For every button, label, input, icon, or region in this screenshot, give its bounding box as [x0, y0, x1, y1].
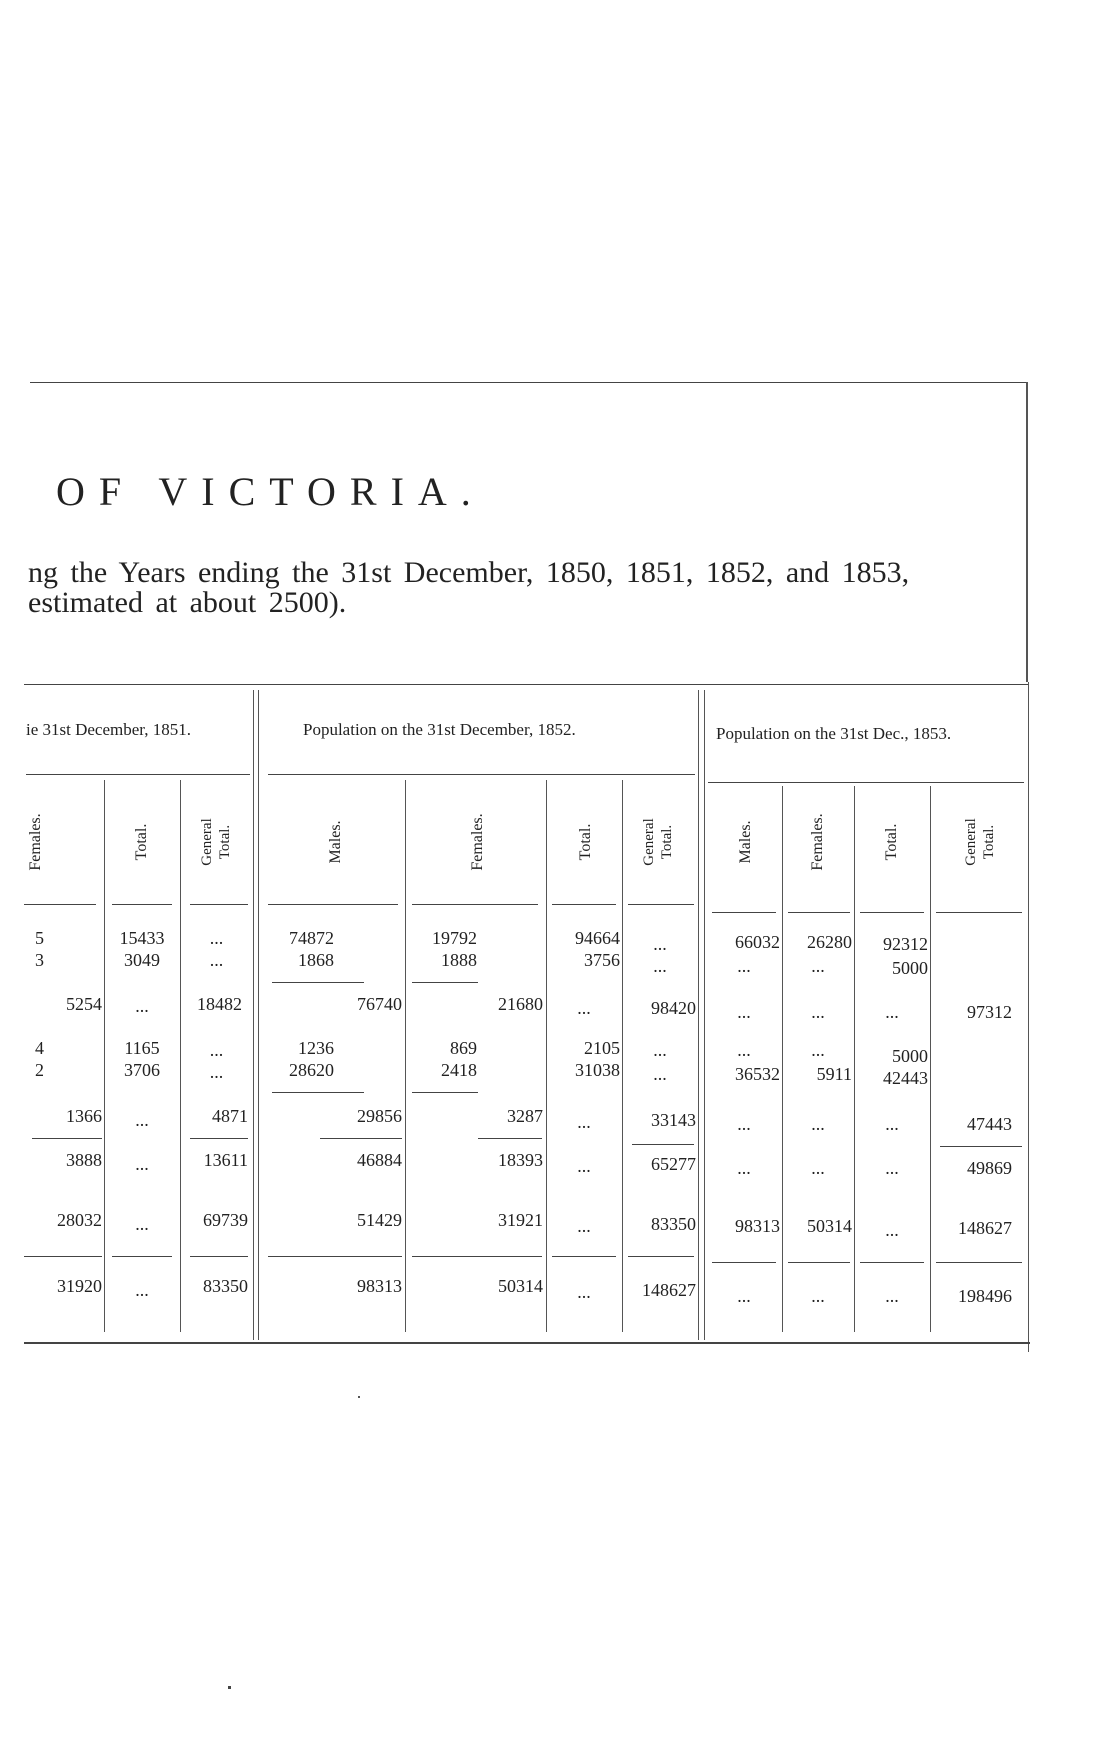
table-cell: 76740 — [357, 994, 402, 1014]
table-cell: 13611 — [203, 1150, 248, 1170]
table-cell: 69739 — [203, 1210, 248, 1230]
header-rule — [190, 904, 248, 905]
table-cell: 31920 — [57, 1276, 102, 1296]
group-header-1851: ie 31st December, 1851. — [26, 720, 192, 739]
table-cell: 31921 — [498, 1210, 543, 1230]
sum-rule — [272, 1092, 364, 1093]
table-cell: 18393 — [498, 1150, 543, 1170]
header-total-1853: Total. — [883, 823, 900, 861]
table-cell: 1888 — [441, 950, 477, 970]
table-cell: ... — [135, 1280, 149, 1300]
sum-rule — [412, 982, 478, 983]
header-rule — [412, 904, 538, 905]
print-speck — [358, 1396, 360, 1398]
table-cell: 1366 — [66, 1106, 102, 1126]
table-cell: ... — [737, 1040, 751, 1060]
header-rule — [24, 904, 96, 905]
col-line — [930, 786, 931, 1332]
table-cell: 3888 — [66, 1150, 102, 1170]
table-cell: ... — [885, 1220, 899, 1240]
group-rule-1852 — [268, 774, 695, 775]
table-cell: 74872 — [289, 928, 334, 948]
group-divider — [698, 690, 699, 1340]
header-general-total-1852 — [640, 818, 676, 865]
right-border-upper — [1026, 382, 1028, 682]
table-bottom-rule — [24, 1342, 1030, 1344]
table-cell: 5254 — [66, 994, 102, 1014]
table-cell: 4871 — [212, 1106, 248, 1126]
table-cell: 26280 — [807, 932, 852, 952]
header-rule — [712, 912, 776, 913]
subtitle-line-1: ng the Years ending the 31st December, 1850, 1851, 1852, and 1853, — [28, 556, 910, 589]
sum-rule — [190, 1138, 248, 1139]
header-general-word: General — [641, 818, 657, 866]
sum-rule — [32, 1138, 102, 1139]
header-rule — [552, 904, 616, 905]
table-cell: 3756 — [584, 950, 620, 970]
table-cell: ... — [811, 1286, 825, 1306]
table-cell: 98420 — [651, 998, 696, 1018]
group-header-1852: Population on the 31st December, 1852. — [303, 720, 576, 739]
total-rule — [860, 1262, 924, 1263]
table-cell: 148627 — [958, 1218, 1012, 1238]
table-cell: 198496 — [958, 1286, 1012, 1306]
sum-rule — [272, 982, 364, 983]
header-males-1852: Males. — [327, 820, 344, 864]
total-rule — [190, 1256, 248, 1257]
table-cell: 94664 — [575, 928, 620, 948]
table-cell: 3287 — [507, 1106, 543, 1126]
table-cell: 50314 — [807, 1216, 852, 1236]
header-females-1851: Females. — [27, 813, 44, 871]
sum-rule — [940, 1146, 1022, 1147]
table-cell: ... — [209, 1040, 224, 1060]
table-cell: 1165 — [124, 1038, 160, 1058]
table-cell: 4 — [35, 1038, 44, 1058]
header-general-word: General — [199, 818, 215, 866]
table-cell: ... — [811, 1002, 825, 1022]
table-cell: 5000 — [892, 958, 928, 978]
table-cell: 5000 — [892, 1046, 928, 1066]
table-cell: 148627 — [642, 1280, 696, 1300]
group-divider — [258, 690, 259, 1340]
table-cell: 3706 — [124, 1060, 160, 1080]
table-cell: ... — [811, 1114, 825, 1134]
total-rule — [788, 1262, 850, 1263]
header-females-1853: Females. — [809, 813, 826, 871]
table-cell: ... — [737, 956, 751, 976]
table-cell: ... — [209, 1062, 224, 1082]
table-cell: 3 — [35, 950, 44, 970]
table-cell: 28620 — [289, 1060, 334, 1080]
table-cell: ... — [653, 1040, 667, 1060]
table-cell: ... — [135, 1214, 149, 1234]
table-cell: ... — [653, 956, 667, 976]
table-cell: ... — [577, 1282, 591, 1302]
table-cell: 36532 — [735, 1064, 780, 1084]
table-cell: 92312 — [883, 934, 928, 954]
table-cell: 42443 — [883, 1068, 928, 1088]
table-cell: 97312 — [967, 1002, 1012, 1022]
table-cell: 50314 — [498, 1276, 543, 1296]
total-rule — [24, 1256, 102, 1257]
group-rule-1853 — [708, 782, 1024, 783]
table-cell: 15433 — [119, 928, 165, 948]
table-cell: 33143 — [651, 1110, 696, 1130]
table-cell: ... — [653, 934, 667, 954]
header-males-1853: Males. — [737, 820, 754, 864]
table-cell: 2 — [35, 1060, 44, 1080]
table-cell: 2418 — [441, 1060, 477, 1080]
table-cell: 21680 — [498, 994, 543, 1014]
table-cell: 1236 — [298, 1038, 334, 1058]
total-rule — [412, 1256, 542, 1257]
table-cell: 46884 — [357, 1150, 402, 1170]
table-cell: 66032 — [735, 932, 780, 952]
table-cell: 18482 — [197, 994, 242, 1014]
table-cell: ... — [209, 928, 224, 948]
header-total-1852: Total. — [577, 823, 594, 861]
subtitle-line-2: estimated at about 2500). — [28, 586, 347, 619]
header-general-total-1851 — [198, 818, 234, 865]
sum-rule — [478, 1138, 542, 1139]
sum-rule — [412, 1092, 478, 1093]
table-cell: 5 — [35, 928, 44, 948]
table-cell: ... — [209, 950, 224, 970]
table-cell: ... — [737, 1286, 751, 1306]
table-cell: 29856 — [357, 1106, 402, 1126]
total-rule — [628, 1256, 694, 1257]
table-cell: 98313 — [735, 1216, 780, 1236]
table-cell: ... — [737, 1002, 751, 1022]
total-rule — [268, 1256, 402, 1257]
header-rule — [788, 912, 850, 913]
table-cell: ... — [577, 1156, 591, 1176]
table-cell: 3049 — [124, 950, 160, 970]
header-total-word: Total. — [217, 824, 233, 860]
table-cell: 51429 — [357, 1210, 402, 1230]
group-divider — [704, 690, 705, 1340]
table-cell: ... — [577, 1216, 591, 1236]
table-cell: ... — [737, 1158, 751, 1178]
table-cell: 31038 — [575, 1060, 620, 1080]
top-border — [30, 382, 1027, 383]
header-rule — [860, 912, 924, 913]
page-title: OF VICTORIA. — [56, 469, 485, 514]
table-cell: ... — [135, 1154, 149, 1174]
sum-rule — [320, 1138, 402, 1139]
table-cell: ... — [885, 1158, 899, 1178]
table-cell: ... — [577, 998, 591, 1018]
group-header-1853: Population on the 31st Dec., 1853. — [716, 724, 952, 743]
table-cell: 49869 — [967, 1158, 1012, 1178]
header-total-1851: Total. — [133, 823, 150, 861]
table-cell: 65277 — [651, 1154, 696, 1174]
header-rule — [628, 904, 694, 905]
table-cell: 83350 — [203, 1276, 248, 1296]
total-rule — [112, 1256, 172, 1257]
table-cell: 98313 — [357, 1276, 402, 1296]
header-total-word: Total. — [659, 824, 675, 860]
group-rule-1851 — [26, 774, 250, 775]
total-rule — [936, 1262, 1022, 1263]
table-cell: ... — [135, 996, 149, 1016]
header-rule — [268, 904, 398, 905]
table-cell: ... — [885, 1286, 899, 1306]
table-cell: ... — [811, 956, 825, 976]
print-speck — [228, 1686, 231, 1689]
table-cell: ... — [885, 1002, 899, 1022]
table-cell: ... — [885, 1114, 899, 1134]
header-general-total-1853 — [962, 818, 998, 865]
header-general-word: General — [963, 818, 979, 866]
total-rule — [712, 1262, 776, 1263]
total-rule — [552, 1256, 616, 1257]
sum-rule — [632, 1144, 694, 1145]
table-cell: ... — [811, 1158, 825, 1178]
header-rule — [936, 912, 1022, 913]
right-border-lower — [1028, 682, 1029, 1352]
table-cell: 47443 — [967, 1114, 1012, 1134]
table-cell: 869 — [450, 1038, 477, 1058]
table-cell: 19792 — [432, 928, 477, 948]
header-total-word: Total. — [981, 824, 997, 860]
table-cell: 5911 — [816, 1064, 852, 1084]
group-divider — [253, 690, 254, 1340]
table-cell: ... — [135, 1110, 149, 1130]
table-cell: ... — [653, 1064, 667, 1084]
table-top-rule — [24, 684, 1028, 685]
table-cell: ... — [577, 1112, 591, 1132]
table-cell: 83350 — [651, 1214, 696, 1234]
header-rule — [112, 904, 172, 905]
table-cell: 2105 — [584, 1038, 620, 1058]
table-cell: 28032 — [57, 1210, 102, 1230]
table-cell: ... — [737, 1114, 751, 1134]
table-cell: 1868 — [298, 950, 334, 970]
table-cell: ... — [811, 1040, 825, 1060]
header-females-1852: Females. — [469, 813, 486, 871]
